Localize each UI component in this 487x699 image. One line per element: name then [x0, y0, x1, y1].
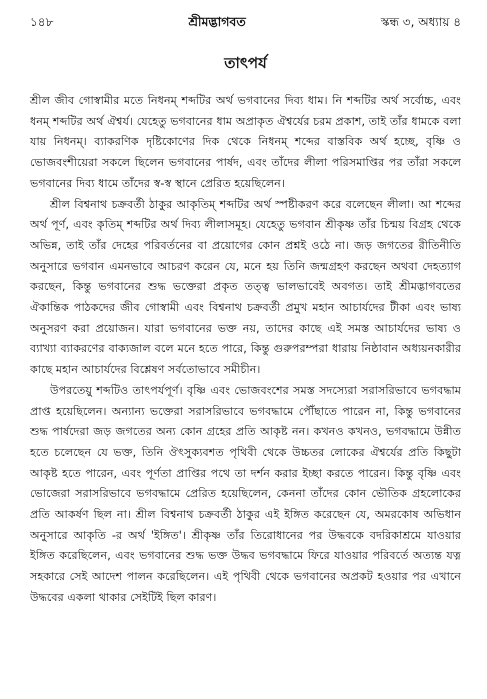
- chapter-reference: স্কন্ধ ৩, অধ্যায় ৪: [380, 15, 461, 29]
- page-number: ১৪৮: [30, 15, 54, 29]
- page-header: [30, 14, 461, 32]
- paragraph-2: শ্রীল বিশ্বনাথ চক্রবর্তী ঠাকুর আকৃতিম্ শব্দটির অর্থ স্পষ্টীকরণ করে বলেছেন লীলা। আ শব্দের অর্থ পূর্ণ, এবং কৃতিম্ শব্দটির অর্থ দিব্য লীলাসমূহ। যেহেতু ভগবান শ্রীকৃষ্ণ তাঁর চিন্ময় বিগ্রহ থেকে অভিন্ন, তাই তাঁর দেহের পরিবর্তনের বা প্রয়োগের কোন প্রশ্নই ওঠে না। জড় জগতের রীতিনীতি অনুসারে ভগবান এমনভাবে আচরণ করেন যে, মনে হয় তিনি জন্মগ্রহণ করছেন অথবা দেহত্যাগ করছেন, কিন্তু ভগবানের শুদ্ধ ভক্তেরা প্রকৃত তত্ত্ব ভালভাবেই অবগত। তাই শ্রীমদ্ভাগবতের ঐকান্তিক পাঠকদের জীব গোস্বামী এবং বিশ্বনাথ চক্রবর্তী প্রমুখ মহান আচার্যদের টীকা এবং ভাষ্য অনুসরণ করা প্রয়োজন। যারা ভগবানের ভক্ত নয়, তাদের কাছে এই সমস্ত আচার্যদের ভাষ্য ও ব্যাখ্যা ব্যাকরণের বাক্যজাল বলে মনে হতে পারে, কিন্তু গুরুপরম্পরা ধারায় নিষ্ঠাবান অধ্যয়নকারীর কাছে মহান আচার্যদের বিশ্লেষণ সর্বতোভাবে সমীচীন।: [30, 197, 461, 377]
- paragraph-3: উপরতেয়ু শব্দটিও তাৎপর্যপূর্ণ। বৃষ্ণি এবং ভোজবংশের সমস্ত সদস্যেরা সরাসরিভাবে ভগবদ্ধাম প্রাপ্ত হয়েছিলেন। অন্যান্য ভক্তেরা সরাসরিভাবে ভগবদ্ধামে পৌঁছাতে পারেন না, কিন্তু ভগবানের শুদ্ধ পার্ষদেরা জড় জগতের অন্য কোন গ্রহের প্রতি আকৃষ্ট নন। কখনও কখনও, ভগবদ্ধামে উন্নীত হতে চলেছেন যে ভক্ত, তিনি ঔৎসুক্যবশত পৃথিবী থেকে উচ্চতর লোকের ঐশ্বর্যের প্রতি কিছুটা আকৃষ্ট হতে পারেন, এবং পূর্ণতা প্রাপ্তির পথে তা দর্শন করার ইচ্ছা করতে পারেন। কিন্তু বৃষ্ণি এবং ভোজেরা সরাসরিভাবে ভগবদ্ধামে প্রেরিত হয়েছিলেন, কেননা তাঁদের কোন ভৌতিক গ্রহলোকের প্রতি আকর্ষণ ছিল না। শ্রীল বিশ্বনাথ চক্রবর্তী ঠাকুর এই ইঙ্গিত করেছেন যে, অমরকোষ অভিধান অনুসারে আকৃতি -র অর্থ 'ইঙ্গিত'। শ্রীকৃষ্ণ তাঁর তিরোধানের পর উদ্ধবকে বদরিকাশ্রমে যাওয়ার ইঙ্গিত করেছিলেন, এবং ভগবানের শুদ্ধ ভক্ত উদ্ধব ভগবদ্ধামে ফিরে যাওয়ার পরিবর্তে অত্যন্ত যত্ন সহকারে সেই আদেশ পালন করেছিলেন। এই পৃথিবী থেকে ভগবানের অপ্রকট হওয়ার পর এখানে উদ্ধবের একলা থাকার সেইটিই ছিল কারণ।: [30, 383, 461, 604]
- paragraph-1: শ্রীল জীব গোস্বামীর মতে নিধনম্ শব্দটির অর্থ ভগবানের দিব্য ধাম। নি শব্দটির অর্থ সর্বোচ্চ, এবং ধনম্ শব্দটির অর্থ ঐশ্বর্য। যেহেতু ভগবানের ধাম অপ্রাকৃত ঐশ্বর্যের চরম প্রকাশ, তাই তাঁর ধামকে বলা যায় নিধনম্। ব্যাকরণিক দৃষ্টিকোণের দিক থেকে নিধনম্ শব্দের বাস্তবিক অর্থ হচ্ছে, বৃষ্ণি ও ভোজবংশীয়েরা সকলে ছিলেন ভগবানের পার্ষদ, এবং তাঁদের লীলা পরিসমাপ্তির পর তাঁরা সকলে ভগবানের দিব্য ধামে তাঁদের স্ব-স্ব স্থানে প্রেরিত হয়েছিলেন।: [30, 94, 461, 190]
- section-title: তাৎপর্য: [224, 54, 267, 72]
- book-title: শ্রীমদ্ভাগবত: [188, 14, 246, 29]
